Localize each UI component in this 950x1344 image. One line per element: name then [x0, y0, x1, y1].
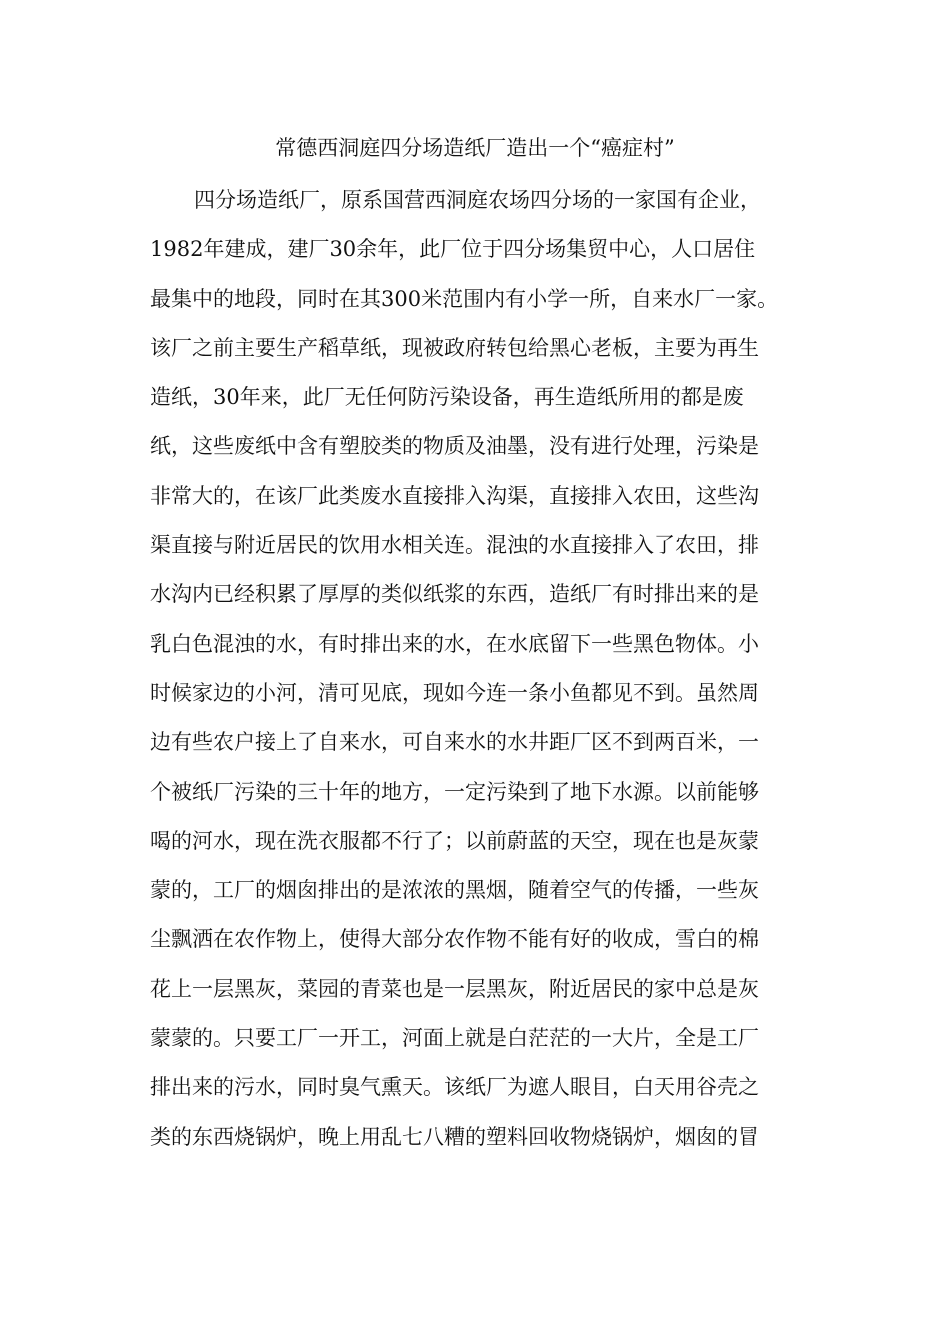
body-line: 类的东西烧锅炉，晚上用乱七八糟的塑料回收物烧锅炉，烟囱的冒	[150, 1124, 759, 1149]
body-line: 渠直接与附近居民的饮用水相关连。混浊的水直接排入了农田，排	[150, 533, 759, 558]
body-line: 喝的河水，现在洗衣服都不行了；以前蔚蓝的天空，现在也是灰蒙	[150, 828, 759, 853]
document-title: 常德西洞庭四分场造纸厂造出一个“癌症村”	[275, 136, 675, 160]
body-line: 四分场造纸厂，原系国营西洞庭农场四分场的一家国有企业，	[194, 188, 761, 212]
body-line: 排出来的污水，同时臭气熏天。该纸厂为遮人眼目，白天用谷壳之	[150, 1075, 759, 1100]
body-line: 边有些农户接上了自来水，可自来水的水井距厂区不到两百米，一	[150, 730, 759, 755]
body-line: 尘飘洒在农作物上，使得大部分农作物不能有好的收成，雪白的棉	[150, 927, 759, 952]
body-line: 个被纸厂污染的三十年的地方，一定污染到了地下水源。以前能够	[150, 779, 759, 804]
body-line: 1982年建成，建厂30余年，此厂位于四分场集贸中心，人口居住	[150, 237, 756, 262]
body-line: 蒙蒙的。只要工厂一开工，河面上就是白茫茫的一大片，全是工厂	[150, 1026, 759, 1051]
body-line: 花上一层黑灰，菜园的青菜也是一层黑灰，附近居民的家中总是灰	[150, 976, 759, 1001]
body-line: 蒙的，工厂的烟囱排出的是浓浓的黑烟，随着空气的传播，一些灰	[150, 878, 759, 903]
body-line: 水沟内已经积累了厚厚的类似纸浆的东西，造纸厂有时排出来的是	[150, 582, 759, 607]
body-line: 纸，这些废纸中含有塑胶类的物质及油墨，没有进行处理，污染是	[150, 434, 759, 459]
body-line: 乳白色混浊的水，有时排出来的水，在水底留下一些黑色物体。小	[150, 631, 759, 656]
body-line: 时候家边的小河，清可见底，现如今连一条小鱼都见不到。虽然周	[150, 680, 759, 705]
body-line: 最集中的地段，同时在其300米范围内有小学一所，自来水厂一家。	[150, 286, 779, 311]
body-line: 造纸，30年来，此厂无任何防污染设备，再生造纸所用的都是废	[150, 385, 744, 410]
body-line: 非常大的，在该厂此类废水直接排入沟渠，直接排入农田，这些沟	[150, 483, 759, 508]
body-line: 该厂之前主要生产稻草纸，现被政府转包给黑心老板，主要为再生	[150, 335, 759, 360]
document-body	[150, 182, 825, 1168]
